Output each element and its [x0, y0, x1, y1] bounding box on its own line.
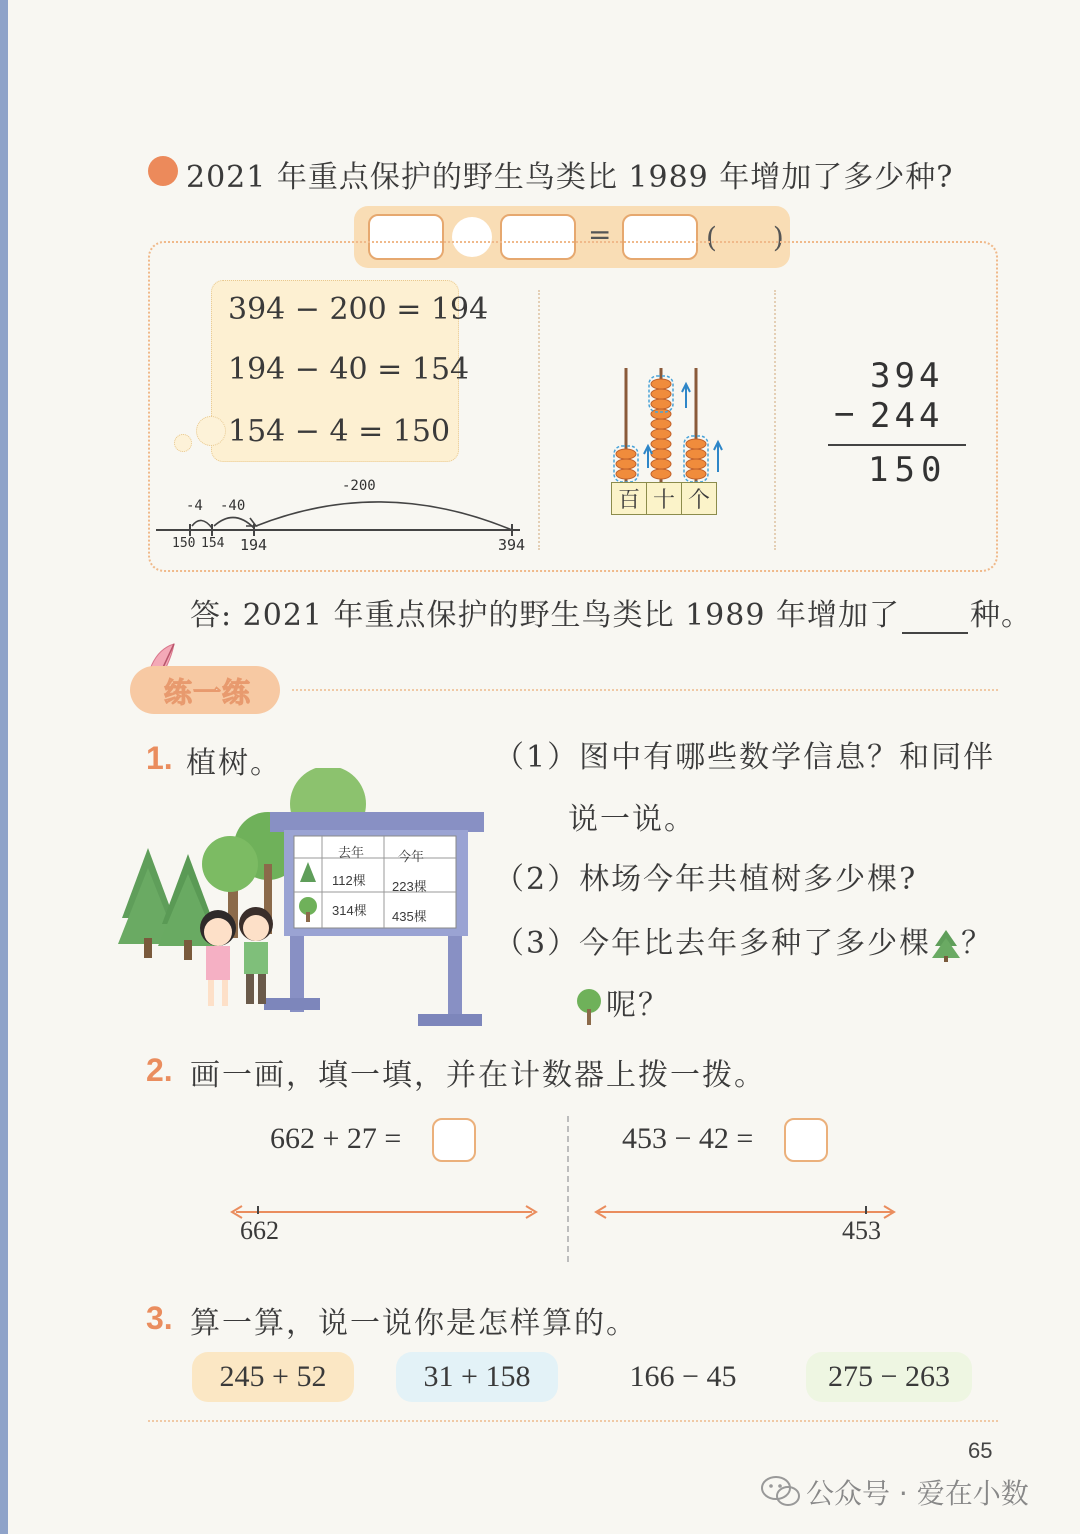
- wechat-icon: [760, 1474, 802, 1508]
- q3-end: ？: [961, 926, 994, 961]
- ex1-question-2: （2）林场今年共植树多少棵?: [494, 862, 918, 897]
- vertical-minus-sign: −: [834, 394, 855, 434]
- answer-suffix: 种。: [969, 598, 1032, 633]
- practice-divider: [292, 689, 998, 691]
- answer-blank[interactable]: [902, 606, 968, 634]
- abacus-place-labels: [611, 482, 717, 515]
- ex2-left-mark: 662: [240, 1216, 279, 1245]
- ex2-left-answer-box[interactable]: [432, 1118, 476, 1162]
- place-tens: 十: [647, 483, 682, 514]
- vertical-top-number: 394: [870, 356, 944, 396]
- board-cell-112: 112棵: [332, 873, 366, 888]
- place-ones: 个: [687, 488, 710, 513]
- question-title: 2021 年重点保护的野生鸟类比 1989 年增加了多少种?: [186, 160, 954, 195]
- answer-sentence: [190, 590, 1032, 634]
- ex1-question-3-line-1: [494, 918, 993, 962]
- page-number: 65: [968, 1438, 993, 1463]
- jump-label-200: -200: [342, 478, 376, 494]
- bottom-divider: [148, 1420, 998, 1422]
- tick-label-154: 154: [201, 536, 225, 551]
- tree-planting-illustration: [118, 768, 488, 1032]
- watermark: 公众号 · 爱在小数: [806, 1477, 1029, 1510]
- pine-tree-icon: [931, 928, 961, 962]
- thought-bubble-dot-small: [174, 434, 192, 452]
- ex2-divider: [567, 1116, 569, 1262]
- tick-label-150: 150: [172, 536, 196, 551]
- orange-bullet-icon: [148, 156, 178, 186]
- calc-line-2: 194 − 40 = 154: [228, 352, 470, 387]
- q3-text: （3）今年比去年多种了多少棵: [494, 926, 932, 961]
- board-header-last-year: 去年: [338, 845, 365, 860]
- round-tree-icon: [572, 987, 606, 1027]
- jump-label-4: -4: [186, 498, 203, 514]
- board-cell-435: 435棵: [392, 909, 427, 924]
- ex1-question-3-line-2: [572, 980, 670, 1027]
- exercise-1-title: 植树。: [186, 746, 282, 781]
- abacus-diagram: [604, 360, 730, 490]
- equals-sign: =: [588, 218, 612, 251]
- jump-arc-4: [192, 520, 212, 528]
- exercise-3-title: 算一算，说一说你是怎样算的。: [190, 1306, 638, 1341]
- board-header-this-year: 今年: [398, 849, 425, 864]
- vertical-bottom-number: 244: [870, 396, 944, 436]
- answer-prefix: 答: 2021 年重点保护的野生鸟类比 1989 年增加了: [190, 598, 900, 633]
- board-cell-223: 223棵: [392, 879, 427, 894]
- ex3-item-2: 31 + 158: [396, 1352, 558, 1402]
- vertical-result-line: [828, 444, 966, 446]
- q3b-text: 呢？: [606, 988, 670, 1023]
- exercise-2-title: 画一画，填一填，并在计数器上拨一拨。: [190, 1058, 766, 1093]
- ex2-right-mark: 453: [842, 1216, 881, 1245]
- exercise-3-number: 3.: [146, 1300, 173, 1336]
- ex3-item-1: 245 + 52: [192, 1352, 354, 1402]
- ex3-item-3: 166 − 45: [602, 1352, 764, 1402]
- board-cell-314: 314棵: [332, 903, 367, 918]
- calc-line-3: 154 − 4 = 150: [228, 414, 451, 449]
- up-arrow-icon: [682, 384, 690, 408]
- vertical-result: 150: [868, 450, 948, 490]
- ex1-question-1-line-2: 说一说。: [568, 802, 696, 837]
- thought-bubble-dot-large: [196, 416, 226, 446]
- unit-parentheses: ( ): [706, 221, 784, 254]
- page-edge-strip: [0, 0, 8, 1534]
- place-hundreds: 百: [612, 483, 647, 514]
- tick-label-194: 194: [240, 536, 268, 554]
- ex1-question-1-line-1: （1）图中有哪些数学信息？和同伴: [494, 740, 996, 775]
- exercise-2-number: 2.: [146, 1052, 173, 1088]
- up-arrow-icon: [714, 442, 722, 472]
- jump-label-40: -40: [220, 498, 246, 514]
- calc-line-1: 394 − 200 = 194: [228, 292, 489, 327]
- exercise-1-number: 1.: [146, 740, 173, 776]
- panel-divider-2: [774, 290, 776, 550]
- practice-label: 练一练: [164, 676, 252, 709]
- ex2-left-expression: 662 + 27 =: [270, 1122, 402, 1155]
- ex2-right-expression: 453 − 42 =: [622, 1122, 754, 1155]
- tick-label-394: 394: [498, 536, 526, 554]
- ex3-item-4: 275 − 263: [806, 1352, 972, 1402]
- jump-arc-200: [256, 502, 512, 530]
- ex2-right-answer-box[interactable]: [784, 1118, 828, 1162]
